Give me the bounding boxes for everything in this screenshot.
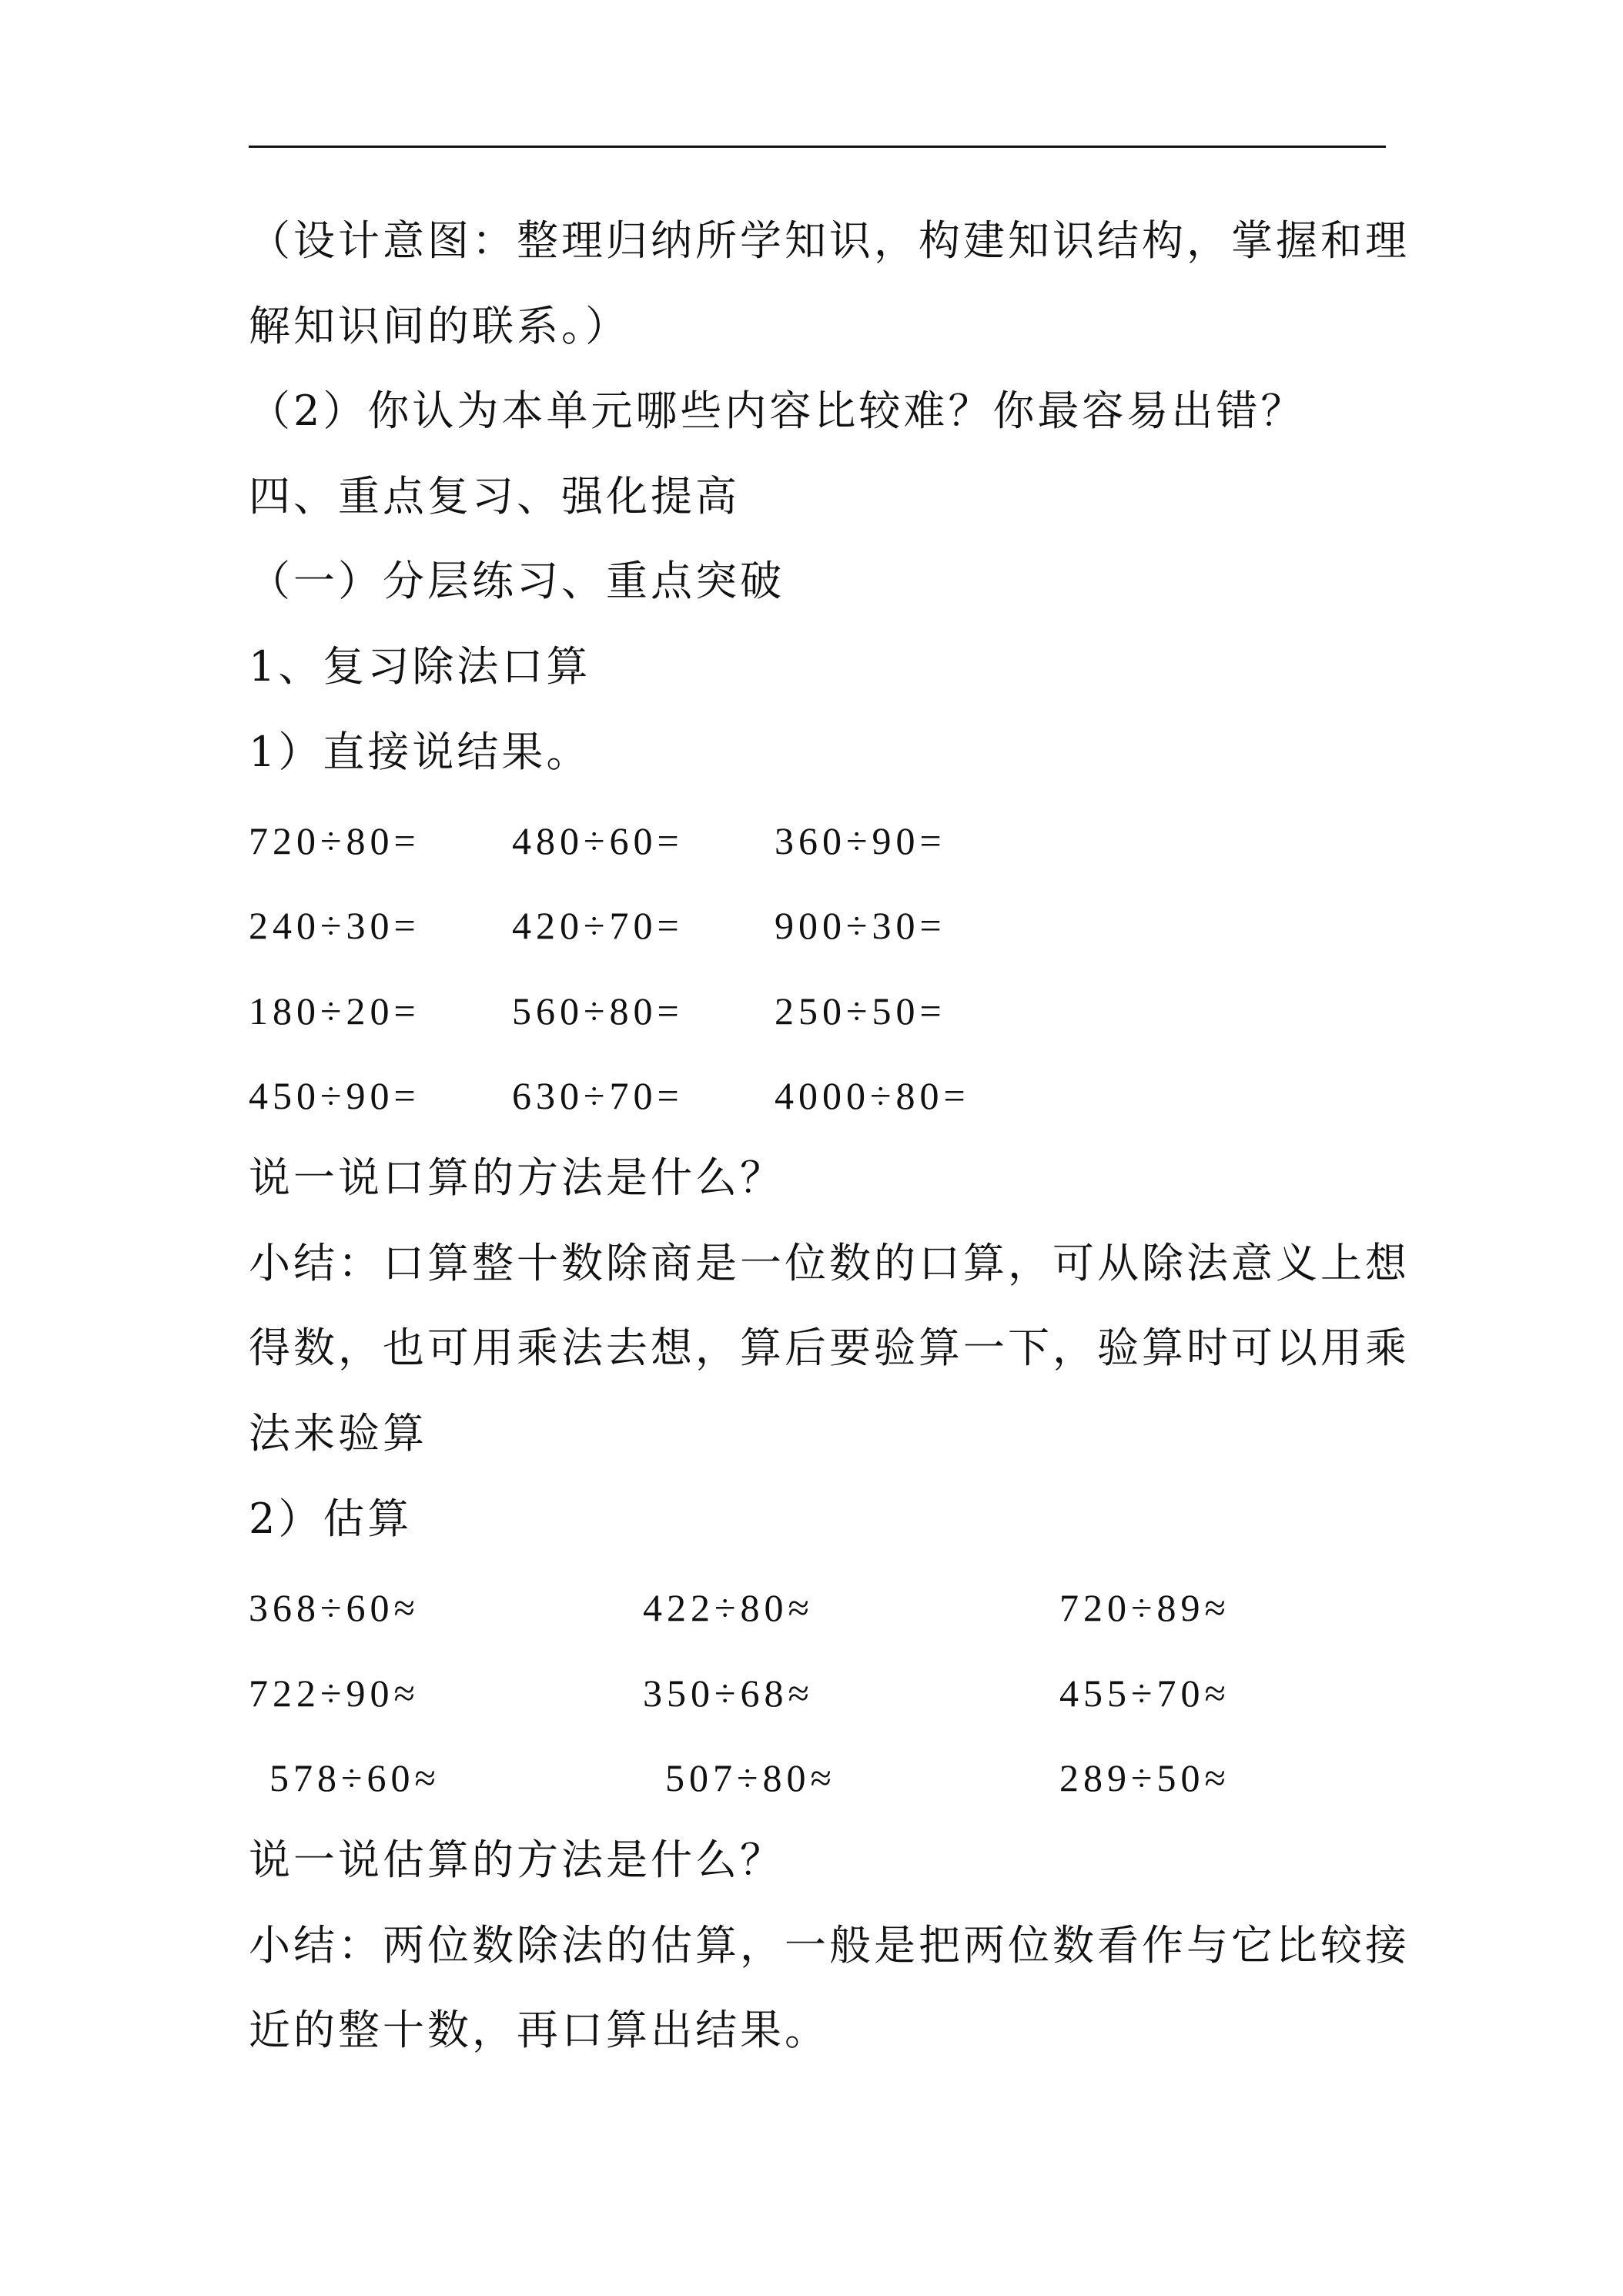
item-1-heading: 1、复习除法口算 [249, 642, 591, 691]
oral-calc-expr: 4000÷80= [775, 1074, 970, 1117]
oral-calc-expr: 480÷60= [512, 819, 684, 862]
oral-summary-line-3: 法来验算 [249, 1409, 427, 1458]
oral-calc-expr: 560÷80= [512, 989, 684, 1033]
estimate-expr: 422÷80≈ [643, 1586, 814, 1629]
item-1-2-heading: 2）估算 [249, 1494, 413, 1543]
estimate-summary-line-2: 近的整十数，再口算出结果。 [249, 2006, 829, 2054]
item-1-1-heading: 1）直接说结果。 [249, 728, 591, 776]
oral-calc-expr: 240÷30= [249, 904, 420, 947]
oral-calc-expr: 450÷90= [249, 1074, 420, 1117]
oral-calc-expr: 720÷80= [249, 819, 420, 862]
estimate-expr: 368÷60≈ [249, 1586, 420, 1629]
design-intent-line-2: 解知识间的联系。） [249, 302, 630, 350]
design-intent-line-1: （设计意图：整理归纳所学知识，构建知识结构，掌握和理 [249, 216, 1410, 265]
estimate-expr: 722÷90≈ [249, 1672, 420, 1715]
oral-summary-line-1: 小结：口算整十数除商是一位数的口算，可从除法意义上想 [249, 1239, 1410, 1287]
estimate-expr: 578÷60≈ [269, 1756, 440, 1799]
estimate-expr: 720÷89≈ [1059, 1586, 1230, 1629]
estimate-summary-line-1: 小结：两位数除法的估算，一般是把两位数看作与它比较接 [249, 1921, 1410, 1970]
estimate-expr: 289÷50≈ [1059, 1756, 1230, 1799]
oral-calc-expr: 900÷30= [775, 904, 946, 947]
oral-calc-expr: 420÷70= [512, 904, 684, 947]
estimate-expr: 350÷68≈ [643, 1672, 814, 1715]
oral-calc-expr: 250÷50= [775, 989, 946, 1033]
oral-method-question: 说一说口算的方法是什么？ [249, 1153, 785, 1202]
estimate-expr: 507÷80≈ [665, 1756, 836, 1799]
section-four-heading: 四、重点复习、强化提高 [249, 472, 740, 520]
header-rule [249, 146, 1386, 148]
estimate-method-question: 说一说估算的方法是什么？ [249, 1836, 785, 1884]
oral-calc-expr: 630÷70= [512, 1074, 684, 1117]
oral-calc-expr: 360÷90= [775, 819, 946, 862]
estimate-expr: 455÷70≈ [1059, 1672, 1230, 1715]
subsection-one-heading: （一）分层练习、重点突破 [249, 557, 785, 605]
question-2: （2）你认为本单元哪些内容比较难？你最容易出错？ [249, 387, 1306, 435]
oral-calc-expr: 180÷20= [249, 989, 420, 1033]
oral-summary-line-2: 得数，也可用乘法去想，算后要验算一下，验算时可以用乘 [249, 1324, 1410, 1372]
